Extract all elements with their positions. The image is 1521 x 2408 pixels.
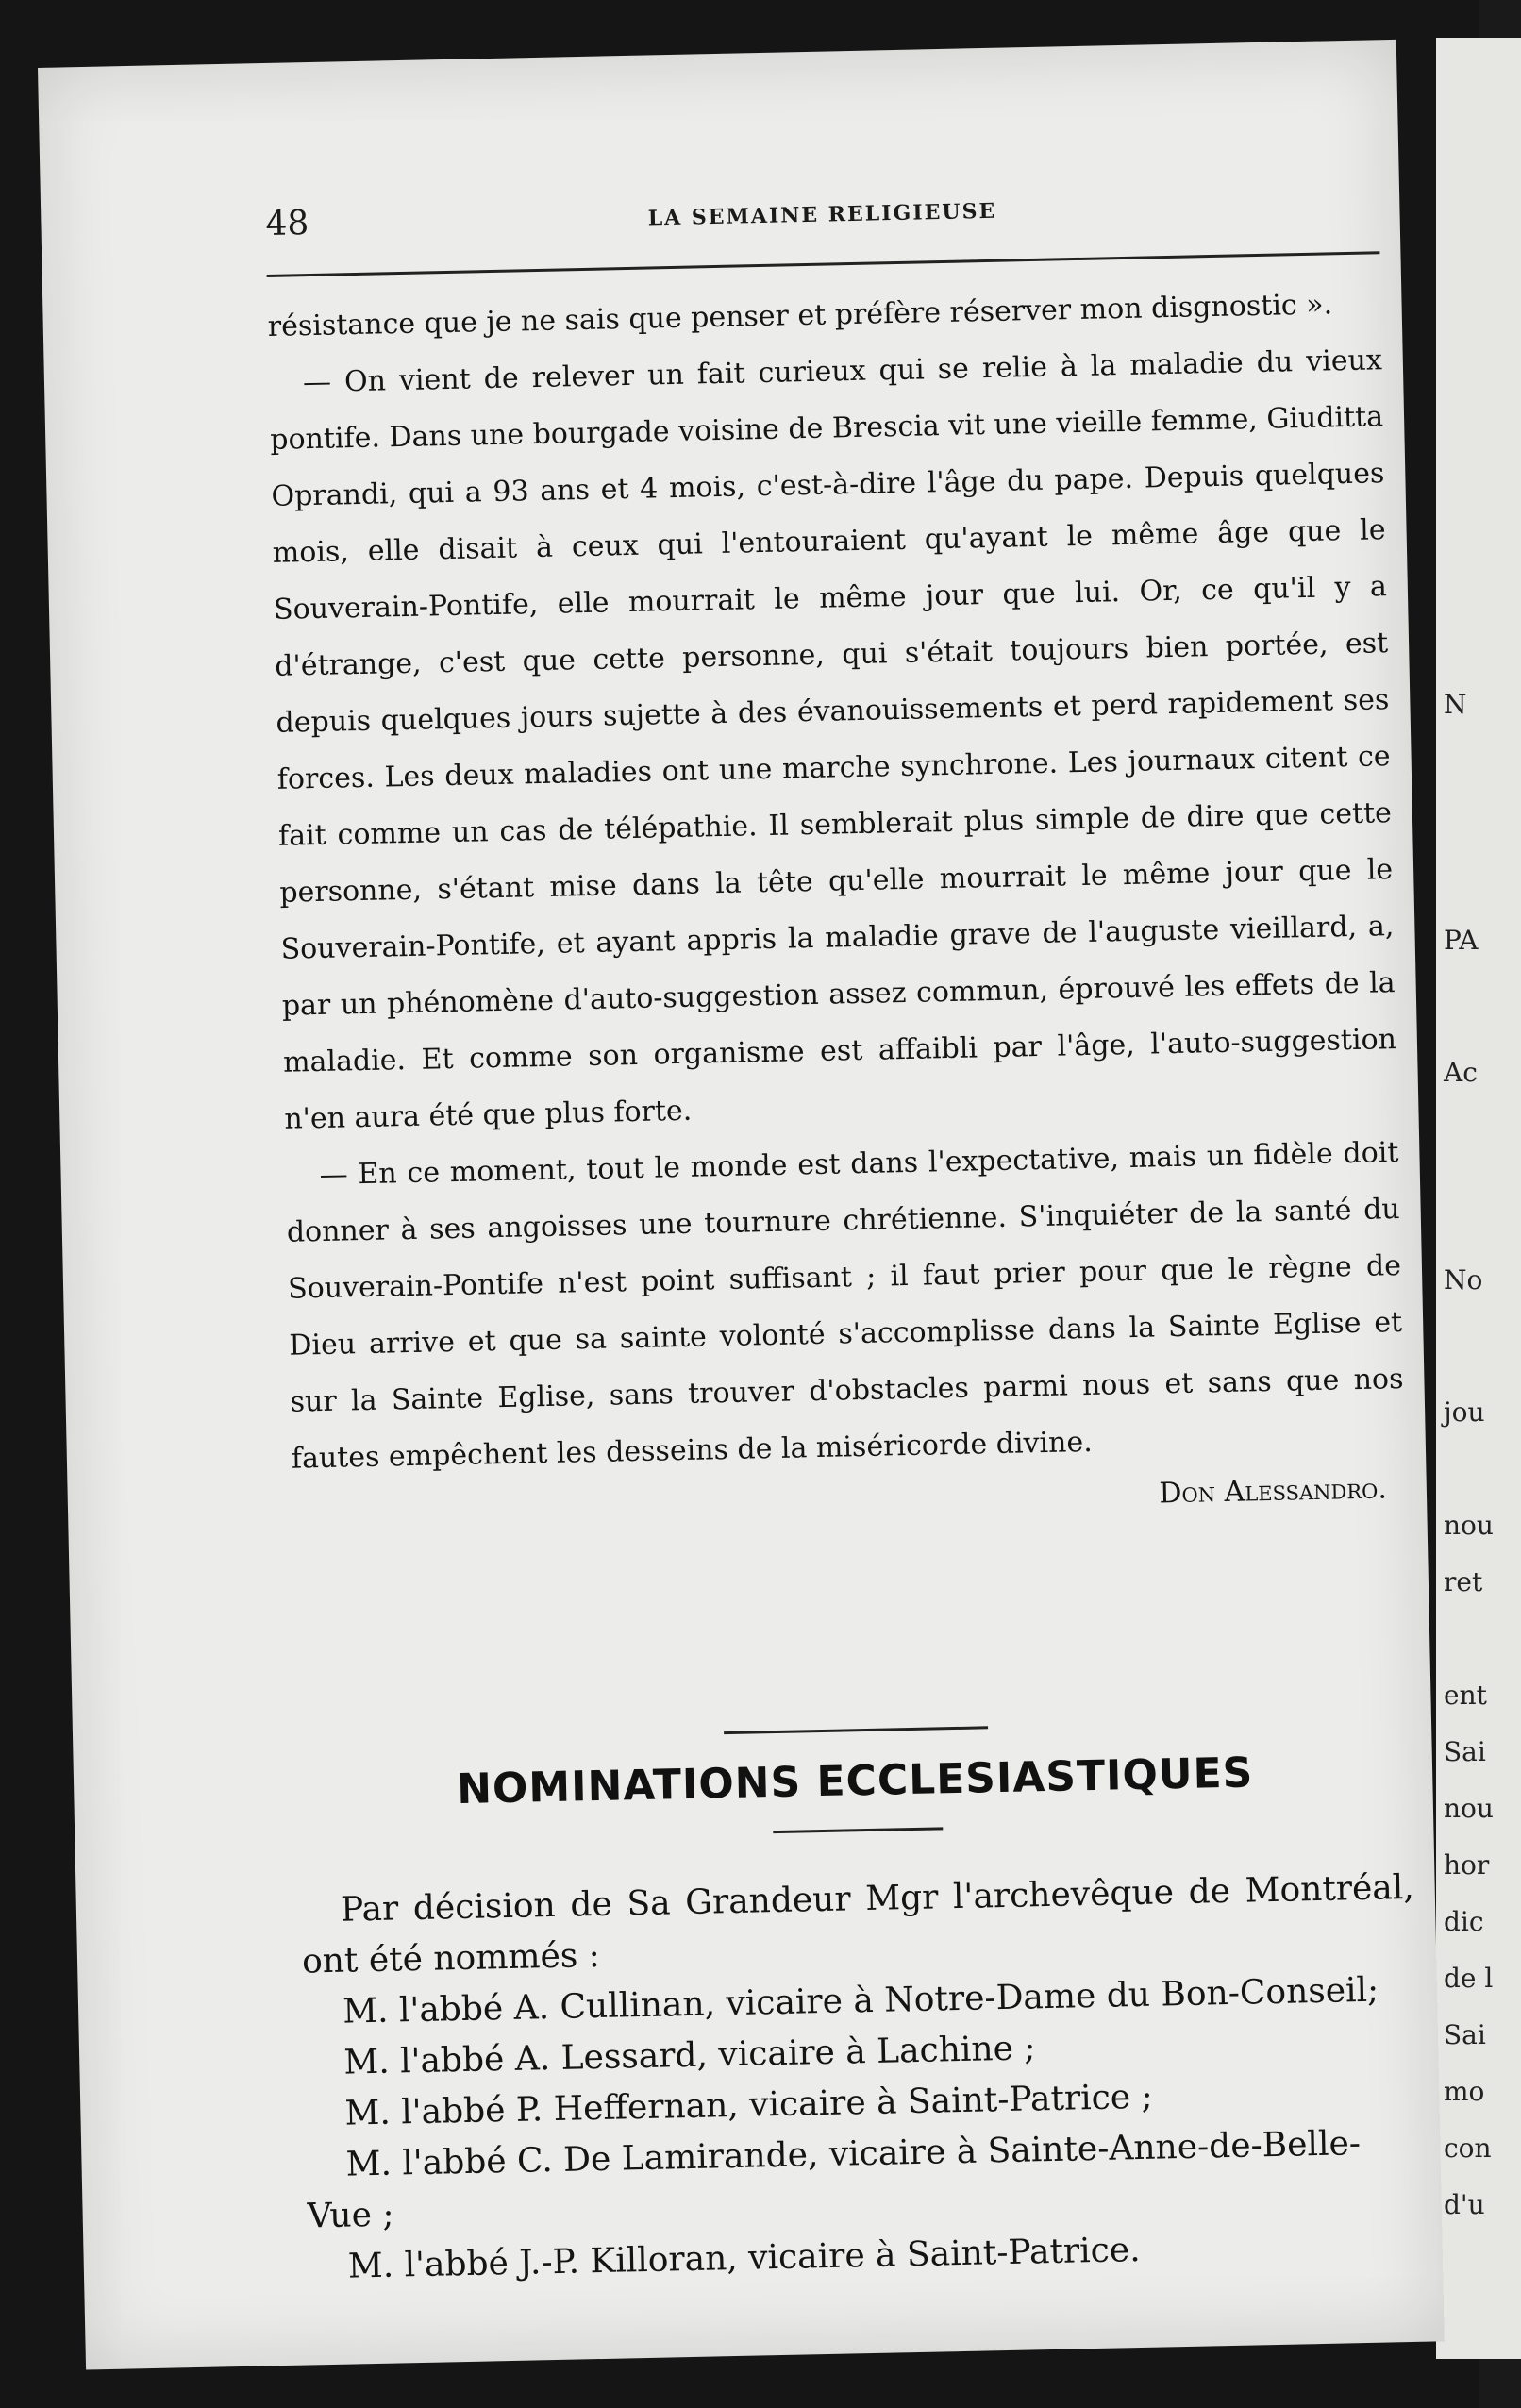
adjacent-fragment: nou [1444, 1793, 1494, 1824]
nomination-item-continuation: Vue ; [307, 2195, 394, 2236]
adjacent-page-edge [1436, 38, 1521, 2359]
adjacent-fragment: Sai [1444, 1736, 1486, 1767]
adjacent-fragment: PA [1444, 925, 1479, 956]
article-signature: Don Alessandro. [1159, 1472, 1388, 1511]
article-paragraph: — On vient de relever un fait curieux qui se relie à la maladie du vieux pontife. Dans une bourgade voisine de Brescia vit une vieille femme, Giuditta Oprandi, qui a 93 ans et 4 mois, c'est-à-dire l'âge du pape. Depuis quelques mois, elle disait à ceux qui l'entouraient qu'ayant le même âge que le Souverain-Pontife, elle mourrait le même jour que lui. Or, ce qu'il y a d'étrange, c'est que cette personne, qui s'était toujours bien portée, est depuis quelques jours sujette à des évanouissements et perd rapidement ses forces. Les deux maladies ont une marche synchrone. Les journaux citent ce fait comme un cas de télépathie. Il semblerait plus simple de dire que cette personne, s'étant mise dans la tête qu'elle mourrait le même jour que le Souverain-Pontife, et ayant appris la maladie grave de l'auguste vieillard, a, par un phénomène d'auto-suggestion assez commun, éprouvé les effets de la maladie. Et comme son organisme est affaibli par l'âge, l'auto-suggestion n'en aura été que plus forte. [269, 343, 1397, 1136]
adjacent-fragment: jou [1444, 1396, 1485, 1428]
nomination-item: M. l'abbé J.-P. Killoran, vicaire à Saint-Patrice. [347, 2231, 1141, 2286]
adjacent-fragment: ent [1444, 1680, 1487, 1711]
section-title: NOMINATIONS ECCLESIASTIQUES [456, 1748, 1254, 1814]
adjacent-fragment: N [1444, 689, 1467, 720]
page-number: 48 [265, 204, 309, 243]
adjacent-fragment: No [1444, 1264, 1483, 1296]
adjacent-fragment: con [1444, 2132, 1492, 2164]
adjacent-fragment: hor [1444, 1849, 1490, 1881]
nomination-item: M. l'abbé A. Cullinan, vicaire à Notre-Dame du Bon-Conseil; [342, 1970, 1379, 2032]
article-paragraph: — En ce moment, tout le monde est dans l'expectative, mais un fidèle doit donner à ses angoisses une tournure chrétienne. S'inquiéter de la santé du Souverain-Pontife n'est point suffisant ; il faut prier pour que le règne de Dieu arrive et que sa sainte volonté s'accomplisse dans la Sainte Eglise et sur la Sainte Eglise, sans trouver d'obstacles parmi nous et sans que nos fautes empêchent les desseins de la miséricorde divine. [286, 1136, 1404, 1476]
printed-page [38, 40, 1445, 2370]
adjacent-fragment: de l [1444, 1963, 1494, 1994]
adjacent-fragment: d'u [1444, 2189, 1485, 2220]
nominations-intro: Par décision de Sa Grandeur Mgr l'archevêque de Montréal, ont été nommés : [301, 1867, 1415, 1982]
adjacent-fragment: Sai [1444, 2019, 1486, 2050]
adjacent-fragment: nou [1444, 1510, 1494, 1541]
page-header [265, 181, 1379, 261]
nomination-item: M. l'abbé C. De Lamirande, vicaire à Sainte-Anne-de-Belle- [345, 2124, 1362, 2184]
article-paragraph: résistance que je ne sais que penser et préfère réserver mon disgnostic ». [267, 288, 1333, 343]
adjacent-fragment: mo [1444, 2076, 1485, 2107]
title-underline [773, 1827, 943, 1833]
section-divider [724, 1726, 988, 1734]
adjacent-fragment: dic [1444, 1906, 1484, 1937]
running-head: LA SEMAINE RELIGIEUSE [647, 198, 997, 231]
nomination-item: M. l'abbé A. Lessard, vicaire à Lachine ; [343, 2029, 1036, 2082]
nominations-list [300, 1863, 1422, 2294]
nomination-item: M. l'abbé P. Heffernan, vicaire à Saint-Patrice ; [344, 2077, 1154, 2133]
adjacent-fragment: Ac [1444, 1057, 1478, 1088]
adjacent-fragment: ret [1444, 1566, 1483, 1597]
article-body [267, 276, 1406, 1540]
